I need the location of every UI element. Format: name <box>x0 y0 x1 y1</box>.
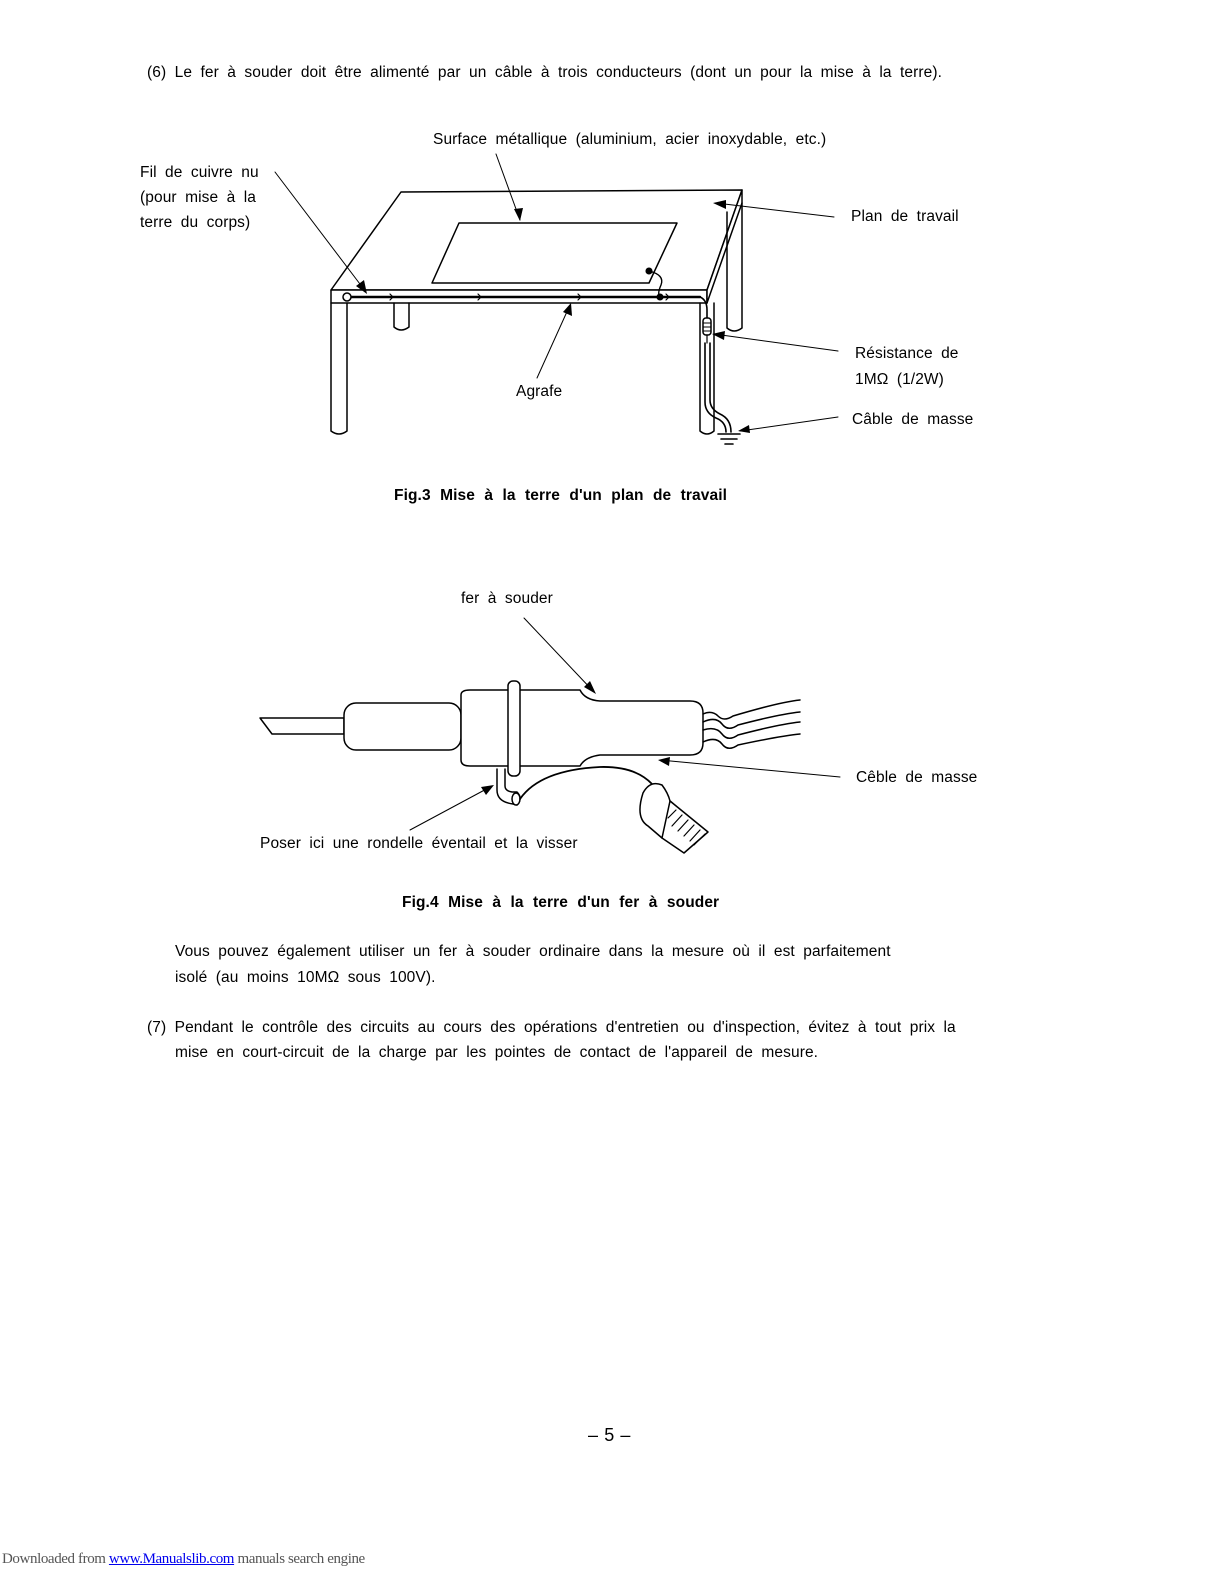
iron-collar <box>508 681 520 776</box>
iron-tip <box>260 718 344 734</box>
label-ground-cable: Câble de masse <box>852 411 974 428</box>
metal-surface-plate <box>432 223 677 283</box>
ground-lug-end <box>512 793 520 805</box>
fig3-workbench-diagram <box>0 0 1225 480</box>
power-cord <box>703 700 800 719</box>
page-number: – 5 – <box>588 1425 631 1445</box>
leader-poser <box>410 786 492 830</box>
power-cord <box>703 734 800 748</box>
arrowhead <box>658 757 670 766</box>
paragraph-insulation-line2: isolé (au moins 10MΩ sous 100V). <box>175 969 436 986</box>
fig4-caption: Fig.4 Mise à la terre d'un fer à souder <box>402 894 720 911</box>
label-copper-wire-line3: terre du corps) <box>140 214 251 231</box>
power-cord <box>703 712 800 728</box>
arrowhead <box>738 425 750 433</box>
label-workbench: Plan de travail <box>851 208 959 225</box>
edge-wire-dot <box>657 294 663 300</box>
paragraph-7-line1: (7) Pendant le contrôle des circuits au cours des opérations d'entretien ou d'inspection, évitez à tout prix la <box>147 1019 956 1036</box>
label-resistor-line2: 1MΩ (1/2W) <box>855 371 944 388</box>
ground-terminal <box>343 293 351 301</box>
footer-prefix: Downloaded from <box>2 1551 106 1567</box>
label-soldering-iron: fer à souder <box>461 590 553 607</box>
table-leg-back-left <box>394 303 409 330</box>
label-copper-wire-line1: Fil de cuivre nu <box>140 164 259 181</box>
paragraph-7-line2: mise en court-circuit de la charge par les pointes de contact de l'appareil de mesure. <box>175 1044 819 1061</box>
paragraph-insulation-line1: Vous pouvez également utiliser un fer à souder ordinaire dans la mesure où il est parfaitement <box>175 943 891 960</box>
leader-resistance <box>714 334 838 351</box>
ground-cable <box>705 343 726 432</box>
label-metal-surface: Surface métallique (aluminium, acier inoxydable, etc.) <box>433 131 827 148</box>
leader-fil <box>275 172 366 292</box>
leader-agrafe <box>537 305 570 378</box>
arrowhead <box>481 785 494 795</box>
footer-suffix: manuals search engine <box>237 1551 365 1567</box>
download-footer <box>2 1551 365 1568</box>
plate-wire-dot <box>646 268 652 274</box>
fig3-caption: Fig.3 Mise à la terre d'un plan de travail <box>394 487 728 504</box>
leader-cable <box>740 417 838 431</box>
leader-fer <box>524 618 594 692</box>
fig4-soldering-iron-diagram <box>0 560 1225 880</box>
label-resistor-line1: Résistance de <box>855 345 959 362</box>
label-ground-cable-fig4: Cêble de masse <box>856 769 978 786</box>
ground-plug-body <box>662 801 708 853</box>
label-washer-instruction: Poser ici une rondelle éventail et la visser <box>260 835 578 852</box>
table-leg-front-left <box>331 303 347 434</box>
leader-cable <box>660 760 840 777</box>
arrowhead <box>563 303 572 316</box>
ground-wire <box>520 767 652 799</box>
iron-handle <box>461 690 703 766</box>
ground-cable <box>710 343 731 432</box>
label-clip: Agrafe <box>516 383 563 400</box>
manualslib-link[interactable]: www.Manualslib.com <box>108 1551 235 1567</box>
iron-barrel <box>344 703 461 750</box>
label-copper-wire-line2: (pour mise à la <box>140 189 257 206</box>
paragraph-6: (6) Le fer à souder doit être alimenté par un câble à trois conducteurs (dont un pour la mise à la terre). <box>147 64 943 81</box>
